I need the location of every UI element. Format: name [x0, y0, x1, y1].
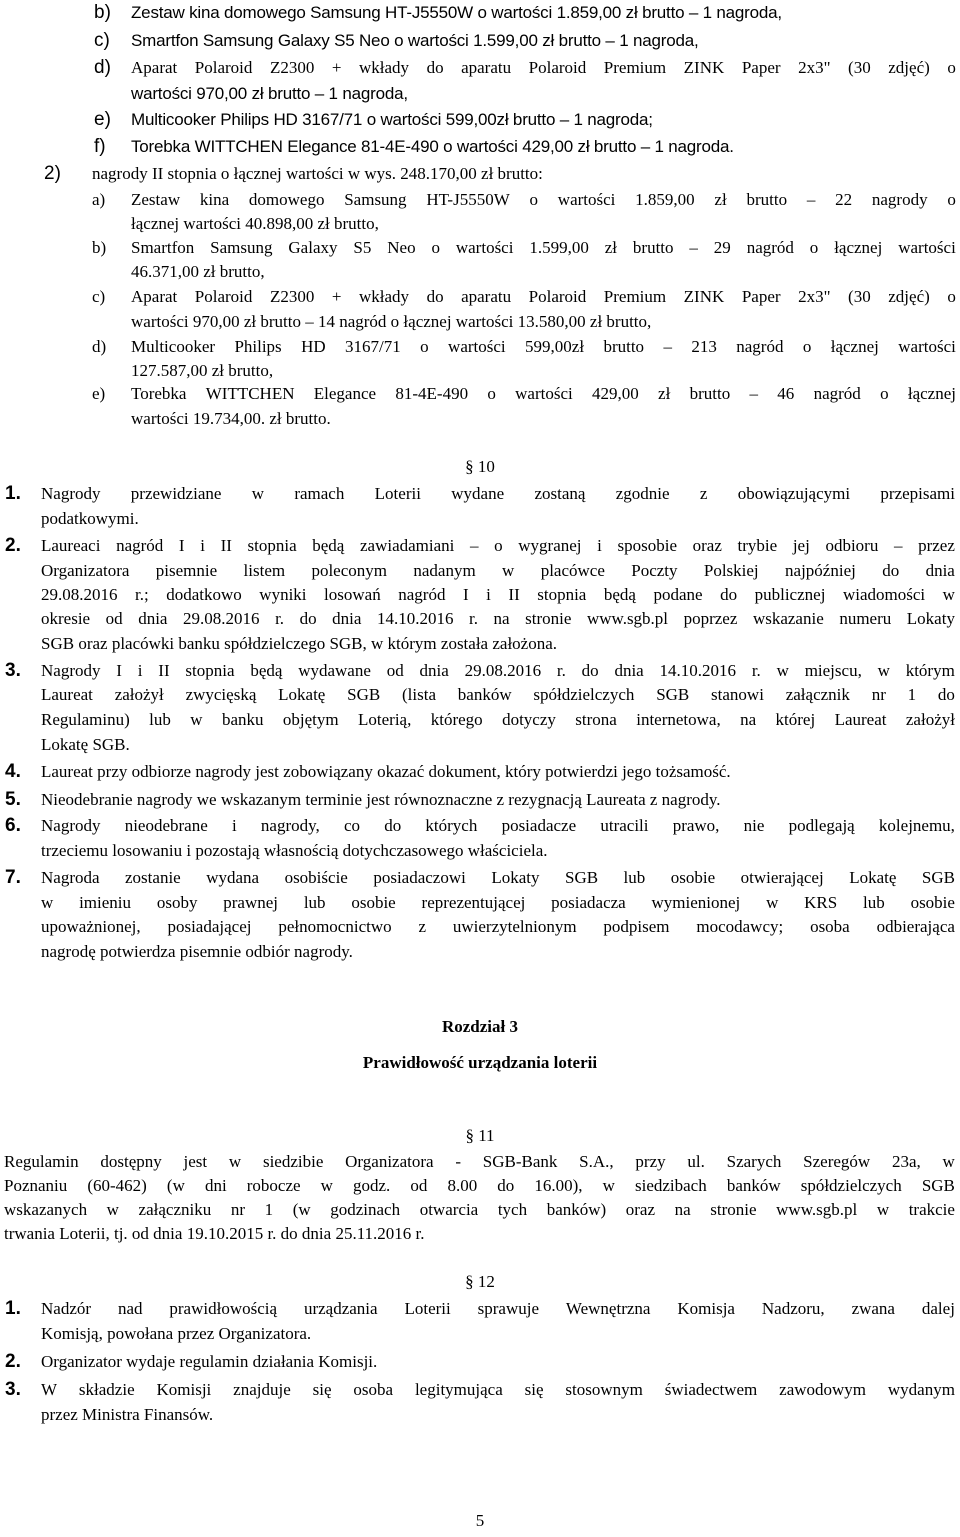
- prize-e: Multicooker Philips HD 3167/71 o wartości 599,00zł brutto – 1 nagroda;: [131, 110, 653, 129]
- section-12-title: § 12: [465, 1272, 495, 1291]
- prize2-e-line1: Torebka WITTCHEN Elegance 81-4E-490 o wartości 429,00 zł brutto – 46 nagród o łącznej: [131, 384, 956, 403]
- list-label-d: d): [94, 57, 111, 78]
- prize-d-line2: wartości 970,00 zł brutto – 1 nagroda,: [131, 84, 408, 103]
- sec10-p6-line1: Nagrody nieodebrane i nagrody, co do których posiadacze utracili prawo, nie podlegają kolejnemu,: [41, 816, 955, 835]
- sec10-num-5: 5.: [5, 789, 21, 810]
- chapter-title: Rozdział 3: [441, 1017, 519, 1036]
- list2-label-d: d): [92, 337, 107, 356]
- page-number: 5: [475, 1511, 485, 1530]
- sec12-p1-line2: Komisją, powołana przez Organizatora.: [41, 1324, 312, 1343]
- prize2-b-line2: 46.371,00 zł brutto,: [131, 262, 265, 281]
- list-label-c: c): [94, 30, 110, 51]
- sec12-p3-line2: przez Ministra Finansów.: [41, 1405, 214, 1424]
- sec12-num-3: 3.: [5, 1379, 21, 1400]
- sec10-p6-line2: trzeciemu losowaniu i pozostają własnością dotychczasowego właściciela.: [41, 841, 548, 860]
- sec10-num-1: 1.: [5, 483, 21, 504]
- sec10-num-7: 7.: [5, 867, 21, 888]
- sec10-num-3: 3.: [5, 660, 21, 681]
- prize2-d-line1: Multicooker Philips HD 3167/71 o wartości 599,00zł brutto – 213 nagród o łącznej wartości: [131, 337, 956, 356]
- list-label-e: e): [94, 109, 111, 130]
- sec12-p3-line1: W składzie Komisji znajduje się osoba legitymująca się stosownym świadectwem zawodowym wydanym: [41, 1380, 955, 1399]
- sec11-line2: Poznaniu (60-462) (w dni robocze w godz. od 8.00 do 16.00), w siedzibach banków spółdzielczych SGB: [4, 1176, 955, 1195]
- list-label-b: b): [94, 2, 111, 23]
- sec11-line1: Regulamin dostępny jest w siedzibie Organizatora - SGB-Bank S.A., przy ul. Szarych Szeregów 23a, w: [4, 1152, 955, 1171]
- sec10-num-6: 6.: [5, 815, 21, 836]
- sec10-p2-line2: Organizatora pisemnie listem poleconym nadanym w placówce Poczty Polskiej najpóźniej do dnia: [41, 561, 955, 580]
- sec10-p5-line1: Nieodebranie nagrody we wskazanym terminie jest równoznaczne z rezygnacją Laureata z nagrody.: [41, 790, 721, 809]
- prize-f: Torebka WITTCHEN Elegance 81-4E-490 o wartości 429,00 zł brutto – 1 nagroda.: [131, 137, 734, 156]
- sec10-p7-line3: upoważnionej, posiadającej pełnomocnictwo z uwierzytelnionym podpisem mocodawcy; osoba odbierająca: [41, 917, 955, 936]
- list2-label-b: b): [92, 238, 107, 257]
- sec10-p4-line1: Laureat przy odbiorze nagrody jest zobowiązany okazać dokument, który potwierdzi jego tożsamość.: [41, 762, 731, 781]
- sec10-p2-line5: SGB oraz placówki banku spółdzielczego SGB, w którym została założona.: [41, 634, 558, 653]
- sec11-line4: trwania Loterii, tj. od dnia 19.10.2015 r. do dnia 25.11.2016 r.: [4, 1224, 425, 1243]
- prize-c: Smartfon Samsung Galaxy S5 Neo o wartości 1.599,00 zł brutto – 1 nagroda,: [131, 31, 699, 50]
- prize2-c-line2: wartości 970,00 zł brutto – 14 nagród o łącznej wartości 13.580,00 zł brutto,: [131, 312, 652, 331]
- sec12-p1-line1: Nadzór nad prawidłowością urządzania Loterii sprawuje Wewnętrzna Komisja Nadzoru, zwana dalej: [41, 1299, 955, 1318]
- list2-label-e: e): [92, 384, 106, 403]
- prize-d-line1: Aparat Polaroid Z2300 + wkłady do aparatu Polaroid Premium ZINK Paper 2x3" (30 zdjęć) o: [131, 58, 956, 77]
- sec10-p1-line2: podatkowymi.: [41, 509, 139, 528]
- sec10-p3-line2: Laureat założył zwycięską Lokatę SGB (lista banków spółdzielczych SGB stanowi załącznik nr 1 do: [41, 685, 955, 704]
- sec10-p2-line4: okresie od dnia 29.08.2016 r. do dnia 14.10.2016 r. na stronie www.sgb.pl poprzez wskazanie numeru Lokaty: [41, 609, 955, 628]
- sec10-p7-line1: Nagroda zostanie wydana osobiście posiadaczowi Lokaty SGB lub osobie otwierającej Lokatę SGB: [41, 868, 955, 887]
- sec10-p3-line3: Regulaminu) lub w banku objętym Loterią, którego dotyczy strona internetowa, na której Laureat założył: [41, 710, 955, 729]
- sec10-p7-line2: w imieniu osoby prawnej lub osobie reprezentującej posiadacza wymienionej w KRS lub osobie: [41, 893, 955, 912]
- prize2-a-line2: łącznej wartości 40.898,00 zł brutto,: [131, 214, 379, 233]
- list-label-f: f): [94, 136, 106, 157]
- list2-label-a: a): [92, 190, 106, 209]
- sec10-p1-line1: Nagrody przewidziane w ramach Loterii wydane zostaną zgodnie z obowiązującymi przepisami: [41, 484, 955, 503]
- sec10-p2-line1: Laureaci nagród I i II stopnia będą zawiadamiani – o wygranej i sposobie oraz trybie jej odbioru – przez: [41, 536, 955, 555]
- sec10-p3-line1: Nagrody I i II stopnia będą wydawane od dnia 29.08.2016 r. do dnia 14.10.2016 r. w miejscu, w którym: [41, 661, 955, 680]
- prize2-e-line2: wartości 19.734,00. zł brutto.: [131, 409, 331, 428]
- sec10-num-2: 2.: [5, 535, 21, 556]
- sec10-num-4: 4.: [5, 761, 21, 782]
- sec12-num-2: 2.: [5, 1351, 21, 1372]
- prize2-b-line1: Smartfon Samsung Galaxy S5 Neo o wartości 1.599,00 zł brutto – 29 nagród o łącznej wartości: [131, 238, 956, 257]
- chapter-subtitle: Prawidłowość urządzania loterii: [362, 1053, 598, 1072]
- section-11-title: § 11: [465, 1126, 495, 1145]
- sec10-p2-line3: 29.08.2016 r.; dodatkowo wyniki losowań nagród I i II stopnia będą podane do publicznej wiadomości w: [41, 585, 955, 604]
- list-label-2: 2): [44, 163, 61, 184]
- sec10-p7-line4: nagrodę potwierdza pisemnie odbiór nagrody.: [41, 942, 353, 961]
- list2-label-c: c): [92, 287, 106, 306]
- prize2-d-line2: 127.587,00 zł brutto,: [131, 361, 274, 380]
- sec12-num-1: 1.: [5, 1298, 21, 1319]
- second-prizes-heading: nagrody II stopnia o łącznej wartości w wys. 248.170,00 zł brutto:: [92, 164, 543, 183]
- prize2-c-line1: Aparat Polaroid Z2300 + wkłady do aparatu Polaroid Premium ZINK Paper 2x3" (30 zdjęć) o: [131, 287, 956, 306]
- prize2-a-line1: Zestaw kina domowego Samsung HT-J5550W o wartości 1.859,00 zł brutto – 22 nagrody o: [131, 190, 956, 209]
- sec12-p2-line1: Organizator wydaje regulamin działania Komisji.: [41, 1352, 378, 1371]
- section-10-title: § 10: [465, 457, 495, 476]
- sec11-line3: wskazanych w załączniku nr 1 (w godzinach otwarcia tych banków) oraz na stronie www.sgb.pl w trakcie: [4, 1200, 955, 1219]
- prize-b: Zestaw kina domowego Samsung HT-J5550W o wartości 1.859,00 zł brutto – 1 nagroda,: [131, 3, 782, 22]
- sec10-p3-line4: Lokatę SGB.: [41, 735, 130, 754]
